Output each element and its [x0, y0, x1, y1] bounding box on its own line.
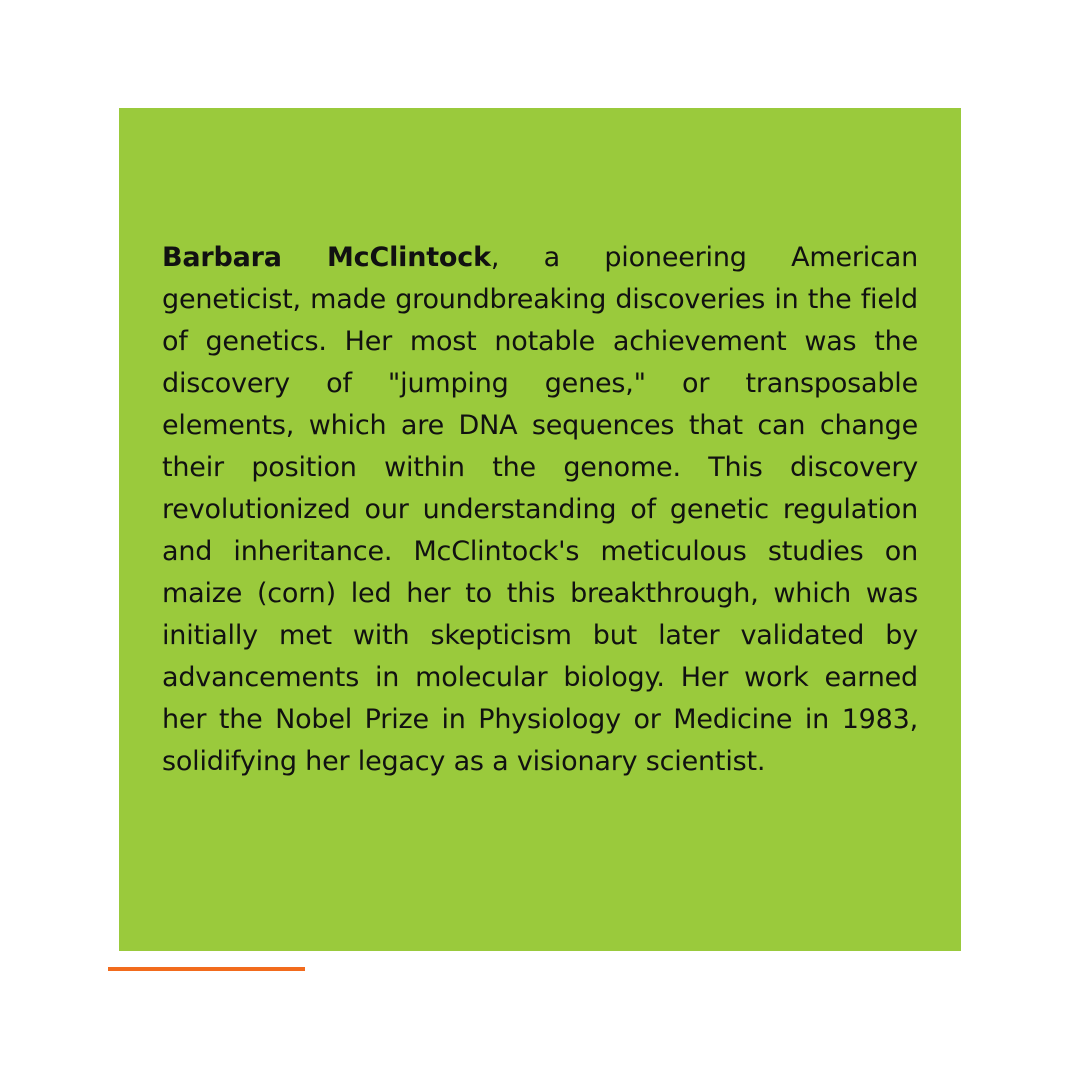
accent-underline — [108, 967, 305, 971]
biography-body: , a pioneering American geneticist, made groundbreaking discoveries in the field of genetics. Her most notable achievement was the discovery of "jumping genes," or transposable elements, which are DNA sequences that can change their position within the genome. This discovery revolutionized our understanding of genetic regulation and inheritance. McClintock's meticulous studies on maize (corn) led her to this breakthrough, which was initially met with skepticism but later validated by advancements in molecular biology. Her work earned her the Nobel Prize in Physiology or Medicine in 1983, solidifying her legacy as a visionary scientist. — [162, 242, 918, 777]
bold-name: Barbara McClintock — [162, 242, 491, 273]
biography-paragraph — [162, 237, 918, 783]
content-card — [119, 108, 961, 951]
